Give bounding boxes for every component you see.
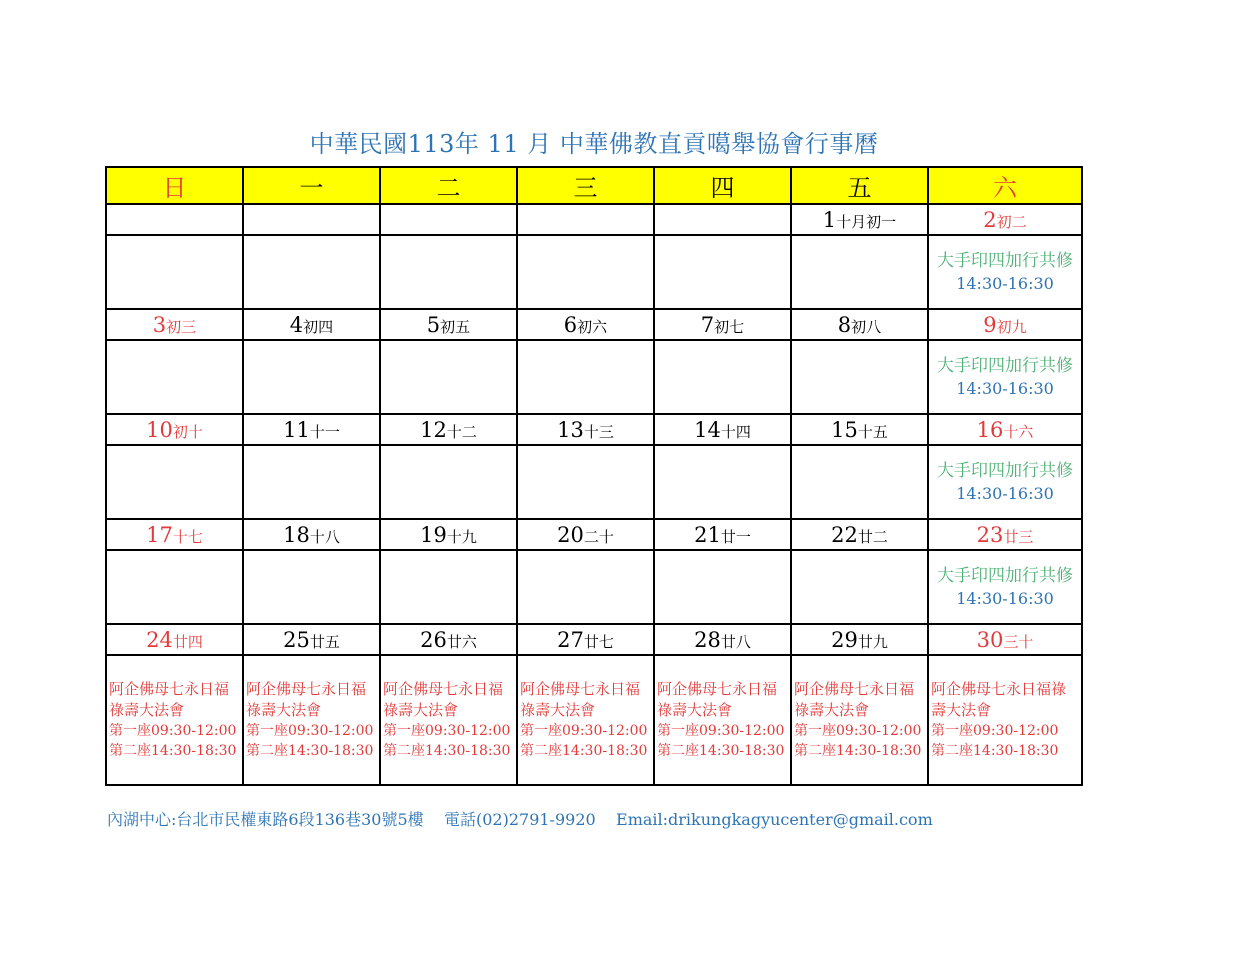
event-cell — [517, 445, 654, 519]
date-cell — [380, 414, 517, 445]
calendar-table — [105, 166, 1083, 786]
event-cell — [791, 655, 928, 785]
event-cell — [928, 235, 1082, 309]
lunar-date: 廿七 — [583, 632, 614, 651]
weekday-header-sat: 六 — [928, 167, 1082, 204]
event-cell — [106, 340, 243, 414]
event-name: 大手印四加行共修 — [937, 566, 1073, 586]
day-number: 11 — [283, 417, 310, 442]
event-cell — [106, 655, 243, 785]
event-cell — [791, 445, 928, 519]
date-row — [106, 204, 1082, 235]
date-cell — [380, 624, 517, 655]
lunar-date: 初三 — [166, 317, 197, 336]
date-cell — [517, 309, 654, 340]
lunar-date: 十六 — [1003, 422, 1034, 441]
event-row — [106, 445, 1082, 519]
dharma-assembly-session: 第一座09:30-12:00 — [246, 723, 374, 739]
dharma-assembly-title: 阿企佛母七永日福 — [109, 680, 230, 698]
date-cell — [243, 624, 380, 655]
event-cell — [380, 445, 517, 519]
weekday-header-fri: 五 — [791, 167, 928, 204]
event-cell — [243, 235, 380, 309]
dharma-assembly-title: 阿企佛母七永日福 — [383, 680, 504, 698]
lunar-date: 十五 — [857, 422, 888, 441]
dharma-assembly-title: 祿壽大法會 — [246, 701, 322, 719]
event-row — [106, 340, 1082, 414]
lunar-date: 十三 — [583, 422, 614, 441]
date-cell — [243, 204, 380, 235]
date-cell — [517, 204, 654, 235]
page-title: 中華民國113年 11 月 中華佛教直貢噶舉協會行事曆 — [309, 130, 879, 158]
day-number: 3 — [152, 312, 167, 337]
event-time: 14:30-16:30 — [956, 274, 1054, 293]
event-time: 14:30-16:30 — [956, 484, 1054, 503]
date-cell — [791, 204, 928, 235]
dharma-assembly-session: 第二座14:30-18:30 — [246, 743, 374, 759]
event-cell — [654, 445, 791, 519]
date-cell — [791, 309, 928, 340]
event-cell — [654, 655, 791, 785]
weekday-header-tue: 二 — [380, 167, 517, 204]
event-cell — [380, 655, 517, 785]
dharma-assembly-session: 第二座14:30-18:30 — [657, 743, 785, 759]
date-cell — [791, 519, 928, 550]
event-cell — [928, 445, 1082, 519]
day-number: 6 — [563, 312, 578, 337]
date-row — [106, 309, 1082, 340]
date-cell — [654, 204, 791, 235]
date-cell — [106, 414, 243, 445]
day-number: 12 — [420, 417, 447, 442]
day-number: 8 — [837, 312, 852, 337]
dharma-assembly-title: 阿企佛母七永日福 — [520, 680, 641, 698]
weekday-header-wed: 三 — [517, 167, 654, 204]
lunar-date: 初四 — [303, 317, 334, 336]
event-row — [106, 655, 1082, 785]
calendar-body — [106, 167, 1082, 785]
day-number: 14 — [694, 417, 721, 442]
dharma-assembly-session: 第二座14:30-18:30 — [794, 743, 922, 759]
event-time: 14:30-16:30 — [956, 379, 1054, 398]
date-cell — [654, 309, 791, 340]
day-number: 21 — [694, 522, 721, 547]
dharma-assembly-title: 壽大法會 — [931, 701, 992, 719]
weekday-header-thu: 四 — [654, 167, 791, 204]
lunar-date: 初六 — [577, 317, 608, 336]
dharma-assembly-session: 第一座09:30-12:00 — [931, 723, 1059, 739]
lunar-date: 初十 — [172, 422, 203, 441]
date-cell — [654, 624, 791, 655]
day-number: 4 — [289, 312, 304, 337]
date-cell — [791, 624, 928, 655]
event-cell — [654, 235, 791, 309]
day-number: 30 — [976, 627, 1004, 652]
day-number: 9 — [983, 312, 997, 337]
day-number: 28 — [694, 627, 721, 652]
date-cell — [380, 204, 517, 235]
lunar-date: 初八 — [851, 317, 882, 336]
day-number: 5 — [426, 312, 441, 337]
dharma-assembly-session: 第一座09:30-12:00 — [383, 723, 511, 739]
event-cell — [654, 550, 791, 624]
day-number: 18 — [283, 522, 310, 547]
day-number: 29 — [831, 627, 858, 652]
dharma-assembly-session: 第二座14:30-18:30 — [931, 743, 1059, 759]
dharma-assembly-session: 第二座14:30-18:30 — [109, 743, 237, 759]
day-number: 19 — [420, 522, 447, 547]
lunar-date: 十四 — [720, 422, 751, 441]
dharma-assembly-title: 祿壽大法會 — [383, 701, 459, 719]
event-cell — [928, 655, 1082, 785]
lunar-date: 十八 — [309, 527, 340, 546]
event-name: 大手印四加行共修 — [937, 356, 1073, 376]
lunar-date: 初九 — [996, 317, 1027, 336]
lunar-date: 廿九 — [857, 632, 888, 651]
lunar-date: 廿八 — [720, 632, 751, 651]
event-cell — [380, 340, 517, 414]
date-row — [106, 519, 1082, 550]
event-row — [106, 235, 1082, 309]
event-row — [106, 550, 1082, 624]
event-cell — [517, 550, 654, 624]
day-number: 20 — [557, 522, 584, 547]
date-cell — [654, 519, 791, 550]
date-cell — [928, 414, 1082, 445]
day-number: 26 — [420, 627, 447, 652]
dharma-assembly-title: 祿壽大法會 — [657, 701, 733, 719]
day-number: 7 — [700, 312, 715, 337]
date-cell — [243, 414, 380, 445]
date-cell — [517, 519, 654, 550]
weekday-header-sun: 日 — [106, 167, 243, 204]
event-cell — [517, 655, 654, 785]
day-number: 13 — [557, 417, 584, 442]
date-cell — [106, 204, 243, 235]
lunar-date: 廿五 — [309, 632, 340, 651]
event-cell — [243, 445, 380, 519]
dharma-assembly-title: 祿壽大法會 — [794, 701, 870, 719]
event-name: 大手印四加行共修 — [937, 461, 1073, 481]
day-number: 27 — [557, 627, 584, 652]
day-number: 15 — [831, 417, 858, 442]
weekday-header-mon: 一 — [243, 167, 380, 204]
dharma-assembly-session: 第二座14:30-18:30 — [520, 743, 648, 759]
dharma-assembly-session: 第一座09:30-12:00 — [109, 723, 237, 739]
event-cell — [928, 550, 1082, 624]
event-cell — [380, 235, 517, 309]
lunar-date: 廿二 — [857, 527, 888, 546]
lunar-date: 十九 — [446, 527, 477, 546]
date-row — [106, 414, 1082, 445]
event-cell — [380, 550, 517, 624]
event-cell — [243, 655, 380, 785]
event-cell — [243, 340, 380, 414]
event-cell — [517, 340, 654, 414]
date-cell — [928, 204, 1082, 235]
lunar-date: 廿三 — [1003, 527, 1034, 546]
dharma-assembly-title: 阿企佛母七永日福 — [246, 680, 367, 698]
lunar-date: 十月初一 — [836, 212, 897, 231]
event-name: 大手印四加行共修 — [937, 251, 1073, 271]
date-cell — [380, 309, 517, 340]
date-cell — [791, 414, 928, 445]
day-number: 25 — [283, 627, 310, 652]
event-cell — [791, 340, 928, 414]
event-time: 14:30-16:30 — [956, 589, 1054, 608]
event-cell — [106, 550, 243, 624]
date-cell — [243, 519, 380, 550]
lunar-date: 廿六 — [446, 632, 477, 651]
event-cell — [106, 235, 243, 309]
dharma-assembly-session: 第二座14:30-18:30 — [383, 743, 511, 759]
lunar-date: 初七 — [714, 317, 745, 336]
date-cell — [928, 624, 1082, 655]
date-cell — [928, 519, 1082, 550]
date-cell — [654, 414, 791, 445]
dharma-assembly-session: 第一座09:30-12:00 — [520, 723, 648, 739]
dharma-assembly-session: 第一座09:30-12:00 — [794, 723, 922, 739]
lunar-date: 十一 — [309, 422, 340, 441]
day-number: 10 — [146, 417, 173, 442]
weekday-header-row — [106, 167, 1082, 204]
day-number: 22 — [831, 522, 858, 547]
day-number: 23 — [976, 522, 1004, 547]
dharma-assembly-title: 阿企佛母七永日福祿 — [931, 680, 1067, 698]
day-number: 16 — [976, 417, 1004, 442]
day-number: 2 — [983, 207, 997, 232]
date-cell — [517, 414, 654, 445]
dharma-assembly-title: 祿壽大法會 — [109, 701, 185, 719]
date-cell — [928, 309, 1082, 340]
day-number: 1 — [822, 207, 837, 232]
event-cell — [654, 340, 791, 414]
lunar-date: 初五 — [440, 317, 471, 336]
dharma-assembly-title: 阿企佛母七永日福 — [794, 680, 915, 698]
date-cell — [380, 519, 517, 550]
day-number: 17 — [146, 522, 173, 547]
lunar-date: 十七 — [172, 527, 203, 546]
date-cell — [106, 624, 243, 655]
event-cell — [517, 235, 654, 309]
lunar-date: 二十 — [583, 527, 614, 546]
event-cell — [791, 235, 928, 309]
date-cell — [106, 309, 243, 340]
event-cell — [243, 550, 380, 624]
lunar-date: 廿一 — [720, 527, 751, 546]
lunar-date: 初二 — [996, 212, 1027, 231]
lunar-date: 十二 — [446, 422, 477, 441]
dharma-assembly-title: 祿壽大法會 — [520, 701, 596, 719]
footer-contact: 內湖中心:台北市民權東路6段136巷30號5樓 電話(02)2791-9920 Email:drikungkagyucenter@gmail.com — [107, 810, 933, 829]
event-cell — [928, 340, 1082, 414]
date-cell — [243, 309, 380, 340]
event-cell — [791, 550, 928, 624]
date-cell — [106, 519, 243, 550]
lunar-date: 三十 — [1003, 632, 1034, 651]
day-number: 24 — [146, 627, 173, 652]
event-cell — [106, 445, 243, 519]
date-cell — [517, 624, 654, 655]
lunar-date: 廿四 — [172, 632, 203, 651]
dharma-assembly-title: 阿企佛母七永日福 — [657, 680, 778, 698]
date-row — [106, 624, 1082, 655]
dharma-assembly-session: 第一座09:30-12:00 — [657, 723, 785, 739]
